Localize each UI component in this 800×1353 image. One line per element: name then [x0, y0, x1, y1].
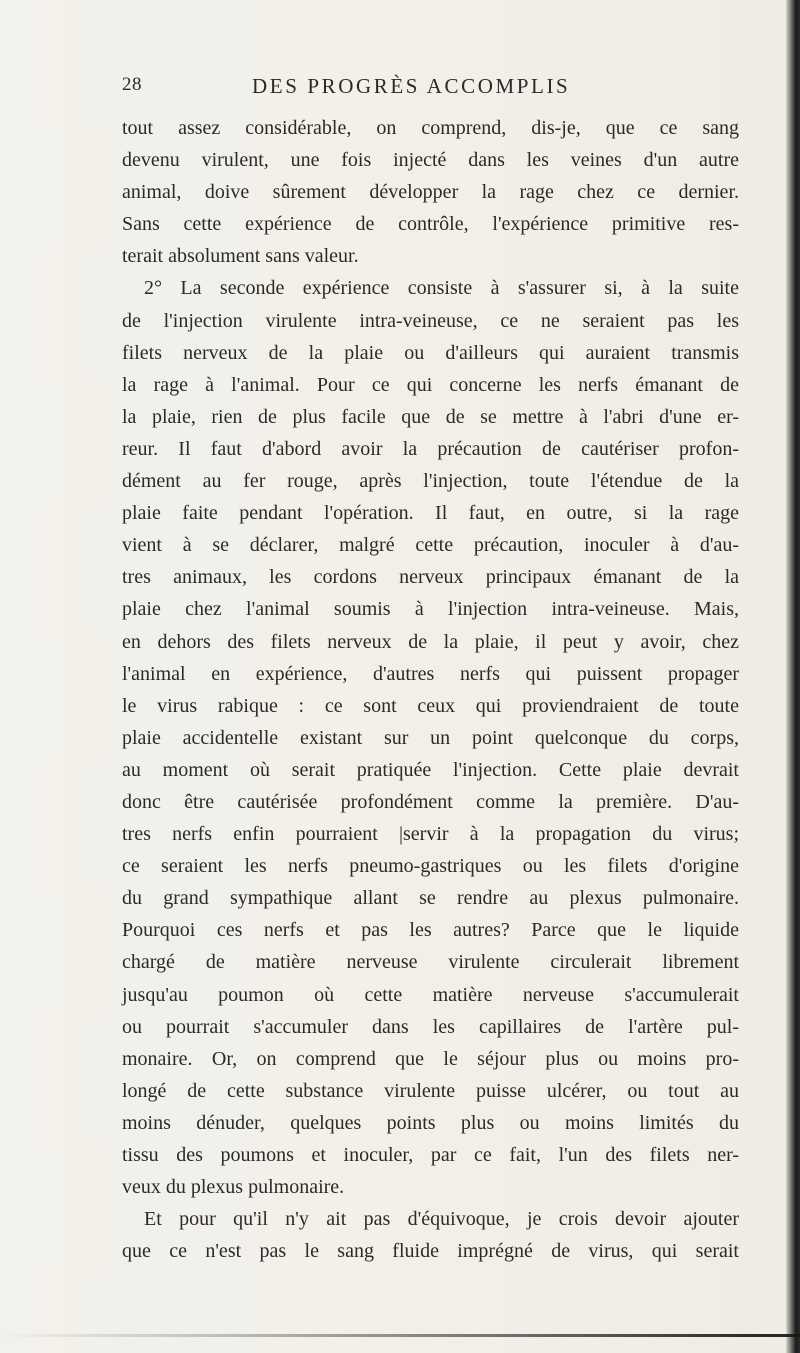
page-number: 28: [122, 74, 142, 95]
text-line: du grand sympathique allant se rendre au plexus pulmonaire.: [122, 887, 739, 910]
text-line: Sans cette expérience de contrôle, l'expérience primitive res-: [122, 213, 739, 236]
text-line: chargé de matière nerveuse virulente circulerait librement: [122, 951, 739, 974]
text-line: monaire. Or, on comprend que le séjour plus ou moins pro-: [122, 1047, 739, 1070]
text-line: dément au fer rouge, après l'injection, toute l'étendue de la: [122, 470, 739, 493]
text-line: la plaie, rien de plus facile que de se mettre à l'abri d'une er-: [122, 405, 739, 428]
text-line: 2° La seconde expérience consiste à s'assurer si, à la suite: [144, 277, 739, 300]
text-line: animal, doive sûrement développer la rage chez ce dernier.: [122, 181, 739, 204]
text-line: plaie chez l'animal soumis à l'injection intra-veineuse. Mais,: [122, 598, 739, 621]
text-line: tres nerfs enfin pourraient |servir à la propagation du virus;: [122, 823, 739, 846]
body-text: [122, 112, 739, 1267]
text-line: terait absolument sans valeur.: [122, 245, 359, 268]
text-line: vient à se déclarer, malgré cette précaution, inoculer à d'au-: [122, 534, 739, 557]
text-line: ce seraient les nerfs pneumo-gastriques ou les filets d'origine: [122, 855, 739, 878]
text-line: jusqu'au poumon où cette matière nerveuse s'accumulerait: [122, 983, 739, 1006]
text-line: tissu des poumons et inoculer, par ce fait, l'un des filets ner-: [122, 1144, 739, 1166]
text-line: Et pour qu'il n'y ait pas d'équivoque, je crois devoir ajouter: [144, 1208, 739, 1231]
text-line: devenu virulent, une fois injecté dans les veines d'un autre: [122, 149, 739, 172]
text-line: ou pourrait s'accumuler dans les capillaires de l'artère pul-: [122, 1015, 739, 1038]
text-line: reur. Il faut d'abord avoir la précaution de cautériser profon-: [122, 437, 739, 460]
text-line: filets nerveux de la plaie ou d'ailleurs qui auraient transmis: [122, 341, 739, 364]
text-line: veux du plexus pulmonaire.: [122, 1176, 345, 1199]
text-line: longé de cette substance virulente puisse ulcérer, ou tout au: [122, 1079, 739, 1102]
text-line: Pourquoi ces nerfs et pas les autres? Parce que le liquide: [122, 919, 739, 942]
text-line: de l'injection virulente intra-veineuse, ce ne seraient pas les: [122, 309, 739, 332]
text-line: au moment où serait pratiquée l'injection. Cette plaie devrait: [122, 758, 739, 781]
page-edge-shadow: [786, 0, 800, 1353]
text-line: tout assez considérable, on comprend, dis-je, que ce sang: [122, 117, 739, 139]
text-line: plaie accidentelle existant sur un point quelconque du corps,: [122, 726, 739, 749]
text-line: plaie faite pendant l'opération. Il faut, en outre, si la rage: [122, 502, 739, 525]
bottom-edge-shadow: [0, 1334, 800, 1337]
text-line: que ce n'est pas le sang fluide imprégné de virus, qui serait: [122, 1240, 739, 1263]
text-line: l'animal en expérience, d'autres nerfs qui puissent propager: [122, 662, 739, 685]
page-header: [122, 74, 742, 104]
text-line: la rage à l'animal. Pour ce qui concerne les nerfs émanant de: [122, 373, 739, 396]
running-head: DES PROGRÈS ACCOMPLIS: [252, 74, 571, 98]
text-line: donc être cautérisée profondément comme la première. D'au-: [122, 790, 739, 813]
text-line: le virus rabique : ce sont ceux qui proviendraient de toute: [122, 694, 739, 717]
text-line: tres animaux, les cordons nerveux principaux émanant de la: [122, 566, 739, 589]
text-line: moins dénuder, quelques points plus ou moins limités du: [122, 1111, 739, 1134]
text-line: en dehors des filets nerveux de la plaie, il peut y avoir, chez: [122, 630, 739, 653]
